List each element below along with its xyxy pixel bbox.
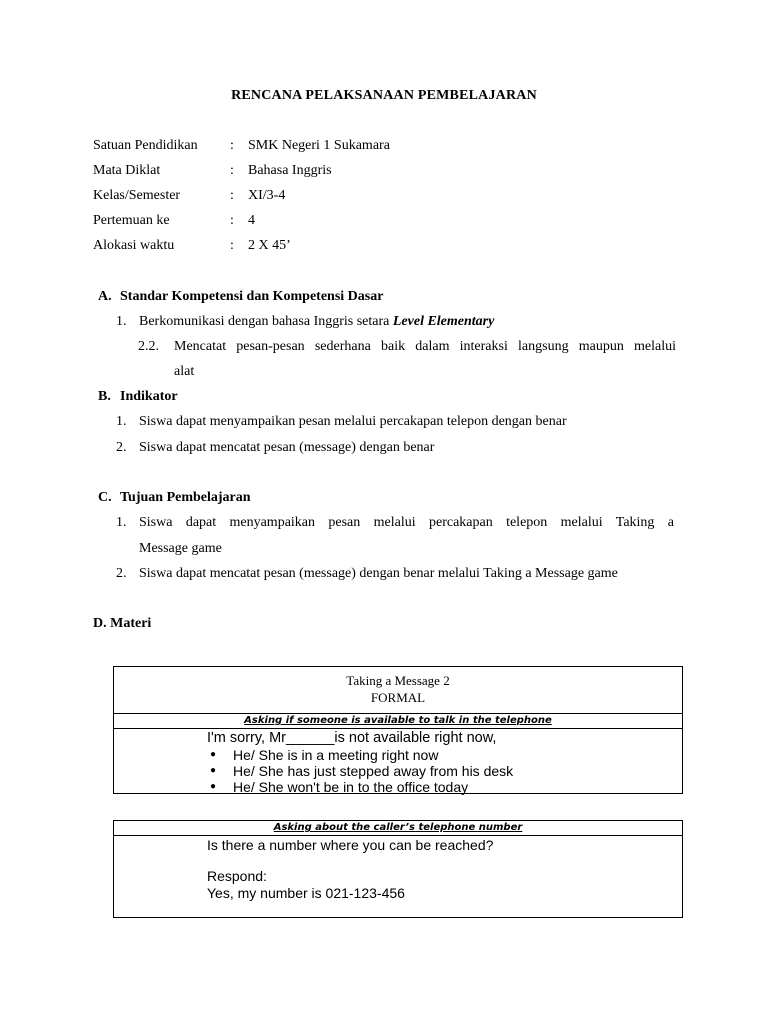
section-d-heading: D. Materi: [93, 616, 152, 631]
table-subtitle: FORMAL: [370, 690, 426, 705]
table-body: [114, 729, 682, 793]
info-label: Mata Diklat: [93, 163, 161, 178]
table-body: [114, 836, 682, 917]
section-a-heading: A. Standar Kompetensi dan Kompetensi Dasar: [98, 289, 384, 304]
info-label: Satuan Pendidikan: [93, 138, 198, 153]
info-value: XI/3-4: [248, 188, 286, 203]
respond-label: Respond:: [207, 868, 267, 884]
bullet-icon: ●: [210, 765, 217, 776]
respond-text: Yes, my number is 021-123-456: [207, 885, 405, 901]
level-elementary-emphasis: Level Elementary: [392, 314, 495, 329]
caller-question: Is there a number where you can be reached?: [207, 837, 494, 853]
bullet-icon: ●: [210, 749, 217, 760]
caller-number-table: [113, 820, 683, 918]
info-value: SMK Negeri 1 Sukamara: [248, 138, 390, 153]
response-list: [207, 747, 682, 795]
list-item: ● He/ She is in a meeting right now: [210, 747, 439, 763]
section-c-item-continuation: Message game: [139, 541, 222, 556]
info-value: Bahasa Inggris: [248, 163, 332, 178]
info-label: Kelas/Semester: [93, 188, 181, 203]
section-b-heading: B. Indikator: [98, 389, 178, 404]
table-title: Taking a Message 2: [346, 673, 450, 688]
unavailable-lead: I'm sorry, Mr______is not available right now,: [207, 730, 497, 746]
section-a-subitem-continuation: alat: [174, 364, 195, 379]
bullet-icon: ●: [210, 781, 217, 792]
info-label: Pertemuan ke: [93, 213, 170, 228]
table-header: Asking if someone is available to talk in the telephone: [244, 715, 552, 726]
taking-message-table: [113, 666, 683, 794]
table-header: Asking about the caller’s telephone number: [273, 822, 523, 833]
list-item: ● He/ She won't be in to the office today: [210, 779, 469, 795]
info-label: Alokasi waktu: [93, 238, 175, 253]
page-title: RENCANA PELAKSANAAN PEMBELAJARAN: [231, 88, 537, 103]
section-c-heading: C. Tujuan Pembelajaran: [98, 490, 251, 505]
list-item: ● He/ She has just stepped away from his desk: [210, 763, 514, 779]
info-value: 4: [248, 213, 255, 228]
document-page: RENCANA PELAKSANAAN PEMBELAJARAN Satuan Pendidikan : SMK Negeri 1 Sukamara Mata Diklat : Bahasa Inggris Kelas/Semester : XI/3-4 Pertemuan ke : 4 Alokasi waktu : 2 X 45’ A. Standar Kompetensi dan Kompetensi Dasar 1. Berkomunikasi dengan bahasa Inggris setara Level Elementary 2.2. Mencatat pesan-pesan sederhana baik dalam interaksi langsung maupun melalui alat B. Indikator 1. Siswa dapat menyampaikan pesan melalui percakapan telepon dengan benar 2. Siswa dapat mencatat pesan (message) dengan benar C. Tujuan Pembelajaran 1. Siswa dapat menyampaikan pesan melalui percakapan telepon melalui Taking a Message game 2. Siswa dapat mencatat pesan (message) dengan benar melalui Taking a Message game D. Materi Taking a Message 2 FORMAL Asking if someone is available to talk in the telephone I'm sorry, Mr______is not available right now, ● He/ She is in a meeting right now ● He/ She has just stepped away from his desk ● He/ She won't be in to the office today Asking about the caller’s telephone number Is there a number where you can be reached? Respond: Yes, my number is 021-123-456: [0, 0, 768, 1024]
info-value: 2 X 45’: [248, 238, 291, 253]
